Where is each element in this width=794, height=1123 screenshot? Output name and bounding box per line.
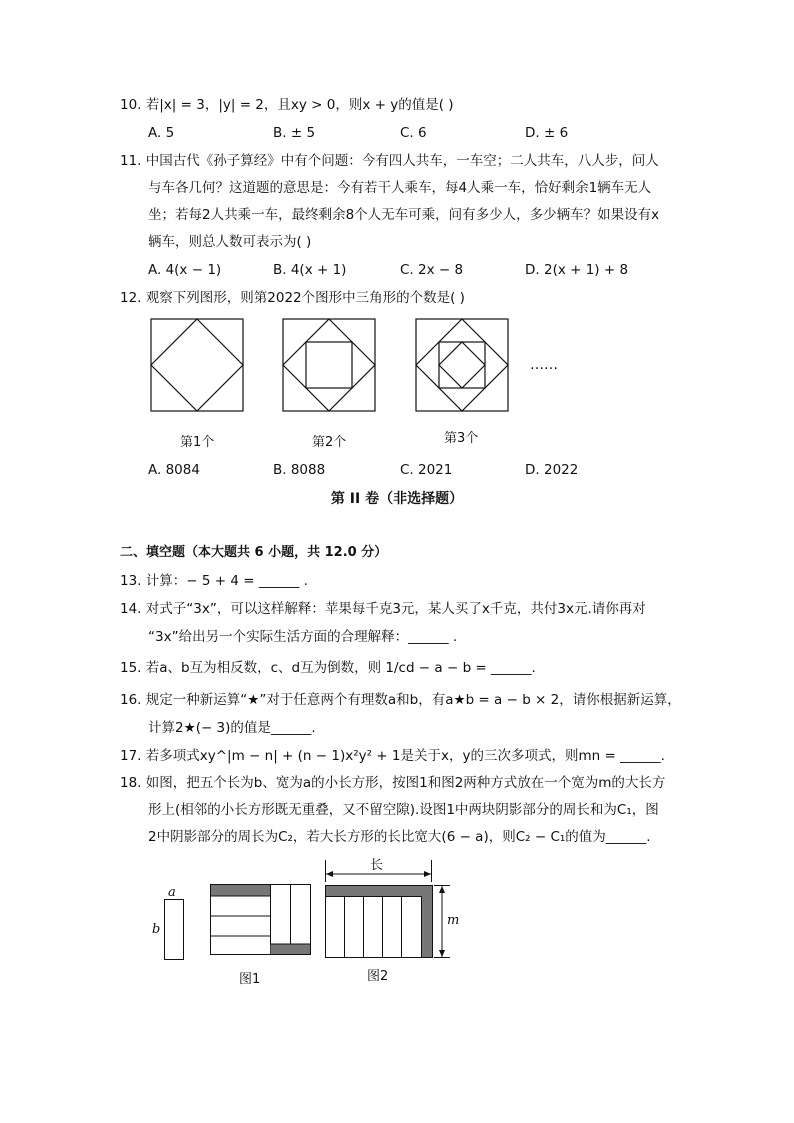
q11-option-b: B. 4(x + 1) — [273, 262, 347, 278]
figure-3-caption: 第3个 — [444, 431, 479, 446]
figure-3-squares — [415, 318, 509, 412]
question-13-text: 13. 计算：− 5 + 4 = ______ . — [120, 573, 308, 589]
figure-2-caption: 第2个 — [312, 435, 347, 450]
question-16-line-1: 16. 规定一种新运算“★”对于任意两个有理数a和b，有a★b = a − b × 2，请你根据新运算， — [120, 692, 681, 708]
q10-option-b: B. ± 5 — [273, 125, 316, 141]
label-b: b — [152, 922, 161, 937]
figure-2-squares — [282, 318, 376, 412]
figure-1-squares — [150, 318, 244, 412]
figure-2-label: 图2 — [367, 969, 389, 984]
question-15-text: 15. 若a、b互为相反数，c、d互为倒数，则 1/cd − a − b = ______. — [120, 660, 536, 676]
question-17-text: 17. 若多项式xy^|m − n| + (n − 1)x²y² + 1是关于x，y的三次多项式，则mn = ______. — [120, 748, 665, 764]
q10-option-c: C. 6 — [400, 125, 427, 141]
question-12-text: 12. 观察下列图形，则第2022个图形中三角形的个数是( ) — [120, 290, 465, 306]
question-18-line-3: 2中阴影部分的周长为C₂，若大长方形的长比宽大(6 − a)，则C₂ − C₁的值为______. — [148, 829, 651, 845]
question-16-line-2: 计算2★(− 3)的值是______. — [148, 720, 316, 736]
q10-option-a: A. 5 — [148, 125, 175, 141]
q12-option-d: D. 2022 — [525, 462, 579, 478]
q12-option-a: A. 8084 — [148, 462, 200, 478]
label-long: 长 — [370, 858, 384, 873]
question-11-line-3: 坐；若每2人共乘一车，最终剩余8个人无车可乘，问有多少人，多少辆车？如果设有x — [148, 207, 660, 223]
q12-option-b: B. 8088 — [273, 462, 326, 478]
q11-option-c: C. 2x − 8 — [400, 262, 464, 278]
question-18-line-2: 形上(相邻的小长方形既无重叠，又不留空隙).设图1中两块阴影部分的周长和为C₁，图 — [148, 802, 659, 818]
label-m: m — [447, 913, 460, 928]
question-14-line-1: 14. 对式子“3x”，可以这样解释：苹果每千克3元，某人买了x千克，共付3x元.请你再对 — [120, 601, 646, 617]
section-2-heading: 二、填空题（本大题共 6 小题，共 12.0 分） — [120, 545, 388, 560]
question-11-line-4: 辆车，则总人数可表示为( ) — [148, 234, 312, 250]
question-18-line-1: 18. 如图，把五个长为b、宽为a的小长方形，按图1和图2两种方式放在一个宽为m的大长方 — [120, 775, 666, 791]
q11-option-d: D. 2(x + 1) + 8 — [525, 262, 629, 278]
q11-option-a: A. 4(x − 1) — [148, 262, 222, 278]
figure-ellipsis: …… — [530, 357, 558, 373]
volume-2-heading: 第 II 卷（非选择题） — [330, 491, 464, 507]
small-rectangle — [164, 899, 184, 961]
label-a: a — [168, 885, 176, 900]
question-10-text: 10. 若|x| = 3，|y| = 2，且xy > 0，则x + y的值是( ) — [120, 97, 454, 113]
figure-1-diagram — [210, 884, 312, 956]
q12-option-c: C. 2021 — [400, 462, 453, 478]
figure-1-caption: 第1个 — [180, 435, 215, 450]
figure-1-label: 图1 — [239, 972, 261, 987]
figure-2-diagram — [325, 860, 460, 960]
question-11-line-1: 11. 中国古代《孙子算经》中有个问题：今有四人共车，一车空；二人共车，八人步，问人 — [120, 153, 659, 169]
question-11-line-2: 与车各几何？这道题的意思是：今有若干人乘车，每4人乘一车，恰好剩余1辆车无人 — [148, 180, 652, 196]
question-14-line-2: “3x”给出另一个实际生活方面的合理解释：______ . — [148, 629, 458, 645]
q10-option-d: D. ± 6 — [525, 125, 569, 141]
